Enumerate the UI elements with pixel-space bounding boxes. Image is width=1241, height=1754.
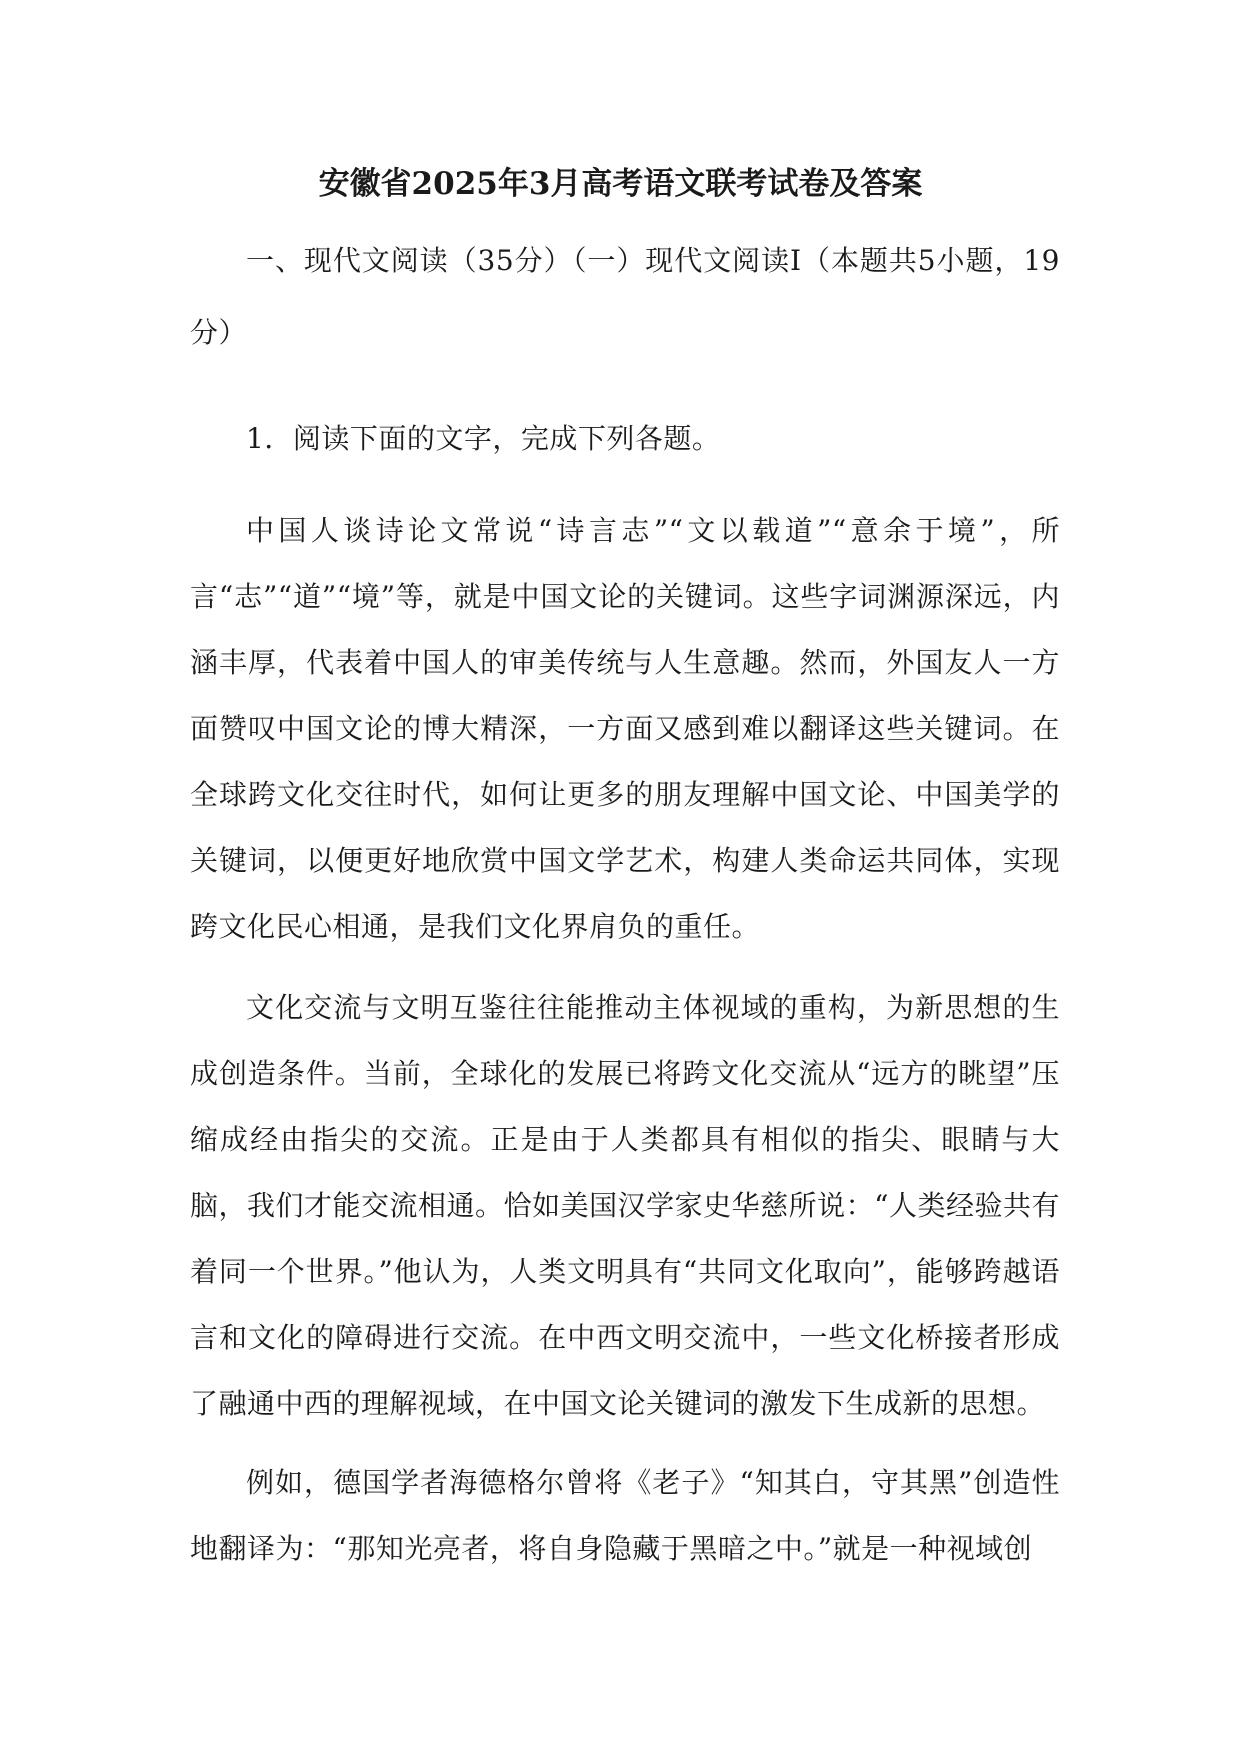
paragraph-2: 文化交流与文明互鉴往往能推动主体视域的重构，为新思想的生成创造条件。当前，全球化的发展已将跨文化交流从“远方的眺望”压缩成经由指尖的交流。正是由于人类都具有相似的指尖、眼睛与大脑，我们才能交流相通。恰如美国汉学家史华慈所说：“人类经验共有着同一个世界。”他认为，人类文明具有“共同文化取向”，能够跨越语言和文化的障碍进行交流。在中西文明交流中，一些文化桥接者形成了融通中西的理解视域，在中国文论关键词的激发下生成新的思想。 <box>190 991 1060 1420</box>
section-heading: 一、现代文阅读（35分）（一）现代文阅读I（本题共5小题，19分） <box>190 244 1060 349</box>
paragraph-1: 中国人谈诗论文常说“诗言志”“文以载道”“意余于境”，所言“志”“道”“境”等，就是中国文论的关键词。这些字词渊源深远，内涵丰厚，代表着中国人的审美传统与人生意趣。然而，外国友人一方面赞叹中国文论的博大精深，一方面又感到难以翻译这些关键词。在全球跨文化交往时代，如何让更多的朋友理解中国文论、中国美学的关键词，以便更好地欣赏中国文学艺术，构建人类命运共同体，实现跨文化民心相通，是我们文化界肩负的重任。 <box>190 514 1060 943</box>
question-prompt: 1．阅读下面的文字，完成下列各题。 <box>246 422 721 455</box>
document-title: 安徽省2025年3月高考语文联考试卷及答案 <box>318 166 923 202</box>
paragraph-3: 例如，德国学者海德格尔曾将《老子》“知其白，守其黑”创造性地翻译为：“那知光亮者，将自身隐藏于黑暗之中。”就是一种视域创 <box>190 1466 1060 1565</box>
